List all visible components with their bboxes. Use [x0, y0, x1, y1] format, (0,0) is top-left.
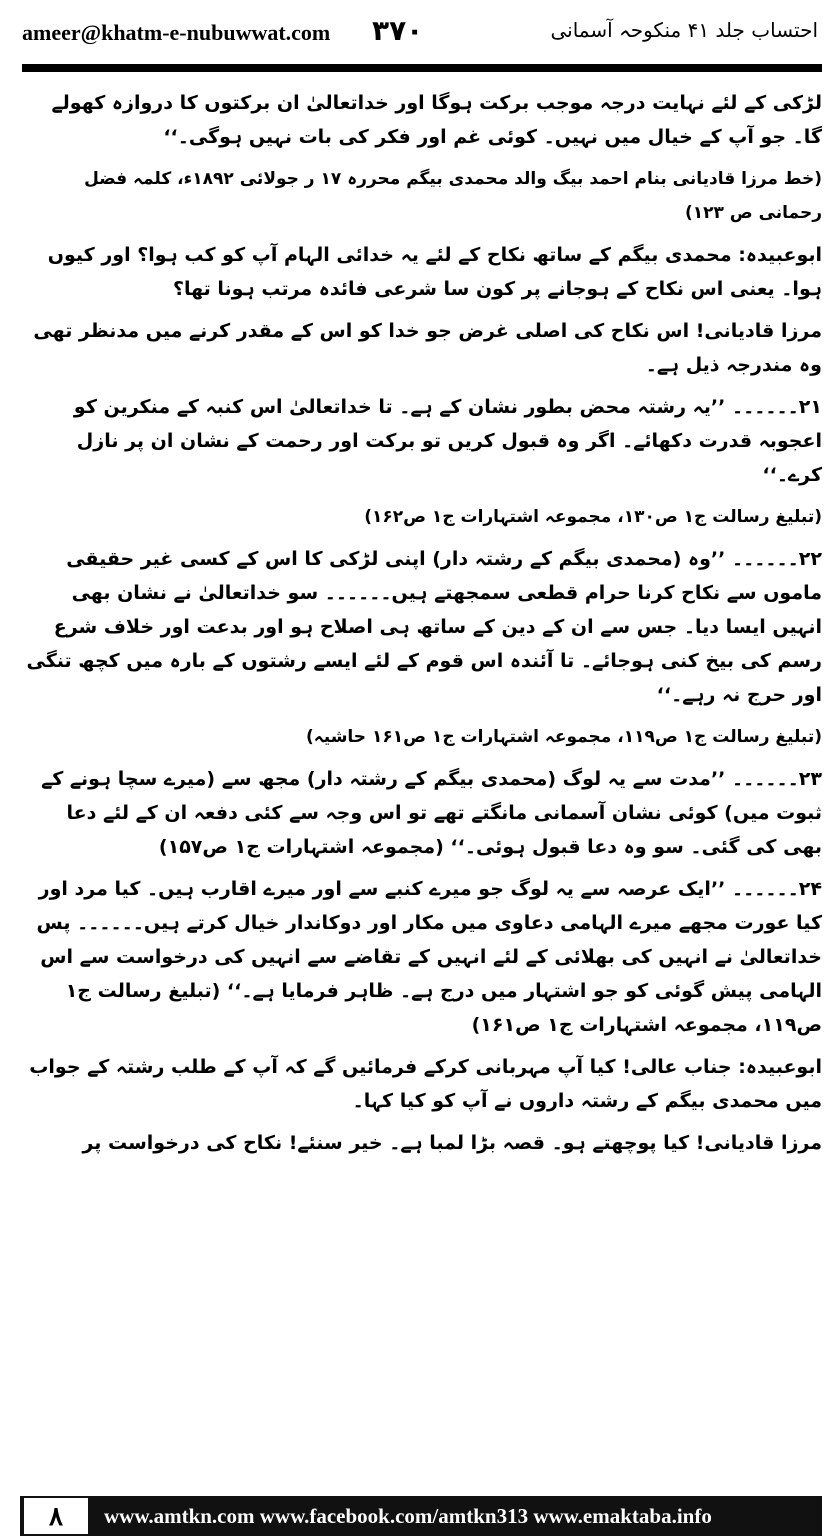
page-body — [22, 86, 822, 1168]
paragraph: لڑکی کے لئے نہایت درجہ موجب برکت ہوگا اور خداتعالیٰ ان برکتوں کا دروازہ کھولے گا۔ جو آپ کے خیال میں نہیں۔ کوئی غم اور فکر کی بات نہیں ہوگی۔‘‘ — [51, 92, 822, 148]
reference: (تبلیغ رسالت ج۱ ص۱۳۰، مجموعہ اشتہارات ج۱ ص۱۶۲) — [364, 507, 822, 527]
running-title: احتساب جلد ۴۱ منکوحہ آسمانی — [550, 18, 818, 42]
paragraph: ابوعبیدہ: محمدی بیگم کے ساتھ نکاح کے لئے یہ خدائی الہام آپ کو کب ہوا؟ اور کیوں ہوا۔ یعنی اس نکاح کے ہوجانے پر کون سا شرعی فائدہ مرتب ہونا تھا؟ — [47, 244, 822, 300]
paragraph: ۲۲۔۔۔۔۔۔ ’’وہ (محمدی بیگم کے رشتہ دار) اپنی لڑکی کا اس کے کسی غیر حقیقی ماموں سے نکاح کرنا حرام قطعی سمجھتے ہیں۔۔۔۔۔۔ سو خداتعالیٰ نے نشان بھی انہیں ایسا دیا۔ جس سے ان کے دین کے ساتھ ہی اصلاح ہو اور بدعت اور خلاف شرع رسم کی بیخ کنی ہوجائے۔ تا آئندہ اس قوم کے لئے ایسے رشتوں کے بارہ میں کچھ تنگی اور حرج نہ رہے۔‘‘ — [26, 548, 822, 706]
page-footer — [0, 1496, 840, 1540]
page-header — [0, 0, 840, 62]
footer-urls: www.amtkn.com www.facebook.com/amtkn313 www.emaktaba.info — [104, 1504, 712, 1528]
paragraph: ۲۱۔۔۔۔۔۔ ’’یہ رشتہ محض بطور نشان کے ہے۔ تا خداتعالیٰ اس کنبہ کے منکرین کو اعجوبہ قدرت دکھائے۔ اگر وہ قبول کریں تو برکت اور رحمت کے نشان ان پر نازل کرے۔‘‘ — [73, 396, 822, 486]
header-email: ameer@khatm-e-nubuwwat.com — [22, 20, 331, 45]
reference: (خط مرزا قادیانی بنام احمد بیگ والد محمدی بیگم محررہ ۱۷ ر جولائی ۱۸۹۲ء، کلمہ فضل رحمانی ص ۱۲۳) — [84, 169, 822, 223]
header-rule — [22, 64, 822, 72]
footer-page-badge: ۸ — [24, 1498, 88, 1534]
paragraph: مرزا قادیانی! اس نکاح کی اصلی غرض جو خدا کو اس کے مقدر کرنے میں مدنظر تھی وہ مندرجہ ذیل ہے۔ — [33, 320, 822, 376]
paragraph: ۲۳۔۔۔۔۔۔ ’’مدت سے یہ لوگ (محمدی بیگم کے رشتہ دار) مجھ سے (میرے سچا ہونے کے ثبوت میں) کوئی نشان آسمانی مانگتے تھے تو اس وجہ سے کئی دفعہ ان کے لئے دعا بھی کی گئی۔ سو وہ دعا قبول ہوئی۔‘‘ (مجموعہ اشتہارات ج۱ ص۱۵۷) — [41, 768, 822, 858]
paragraph: ۲۴۔۔۔۔۔۔ ’’ایک عرصہ سے یہ لوگ جو میرے کنبے سے اور میرے اقارب ہیں۔ کیا مرد اور کیا عورت مجھے میرے الہامی دعاوی میں مکار اور دوکاندار خیال کرتے ہیں۔۔۔۔۔۔ پس خداتعالیٰ نے انہیں کی بھلائی کے لئے انہیں کے تقاضے سے انہیں کی درخواست سے اس الہامی پیش گوئی کو جو اشتہار میں درج ہے۔ ظاہر فرمایا ہے۔‘‘ (تبلیغ رسالت ج۱ ص۱۱۹، مجموعہ اشتہارات ج۱ ص۱۶۱) — [36, 878, 822, 1036]
paragraph: مرزا قادیانی! کیا پوچھتے ہو۔ قصہ بڑا لمبا ہے۔ خیر سنئے! نکاح کی درخواست پر — [82, 1132, 822, 1154]
paragraph: ابوعبیدہ: جناب عالی! کیا آپ مہربانی کرکے فرمائیں گے کہ آپ کے طلب رشتہ کے جواب میں محمدی بیگم کے رشتہ داروں نے آپ کو کیا کہا۔ — [29, 1056, 822, 1112]
page-number: ۳۷۰ — [372, 14, 424, 47]
reference: (تبلیغ رسالت ج۱ ص۱۱۹، مجموعہ اشتہارات ج۱ ص۱۶۱ حاشیہ) — [306, 727, 822, 747]
